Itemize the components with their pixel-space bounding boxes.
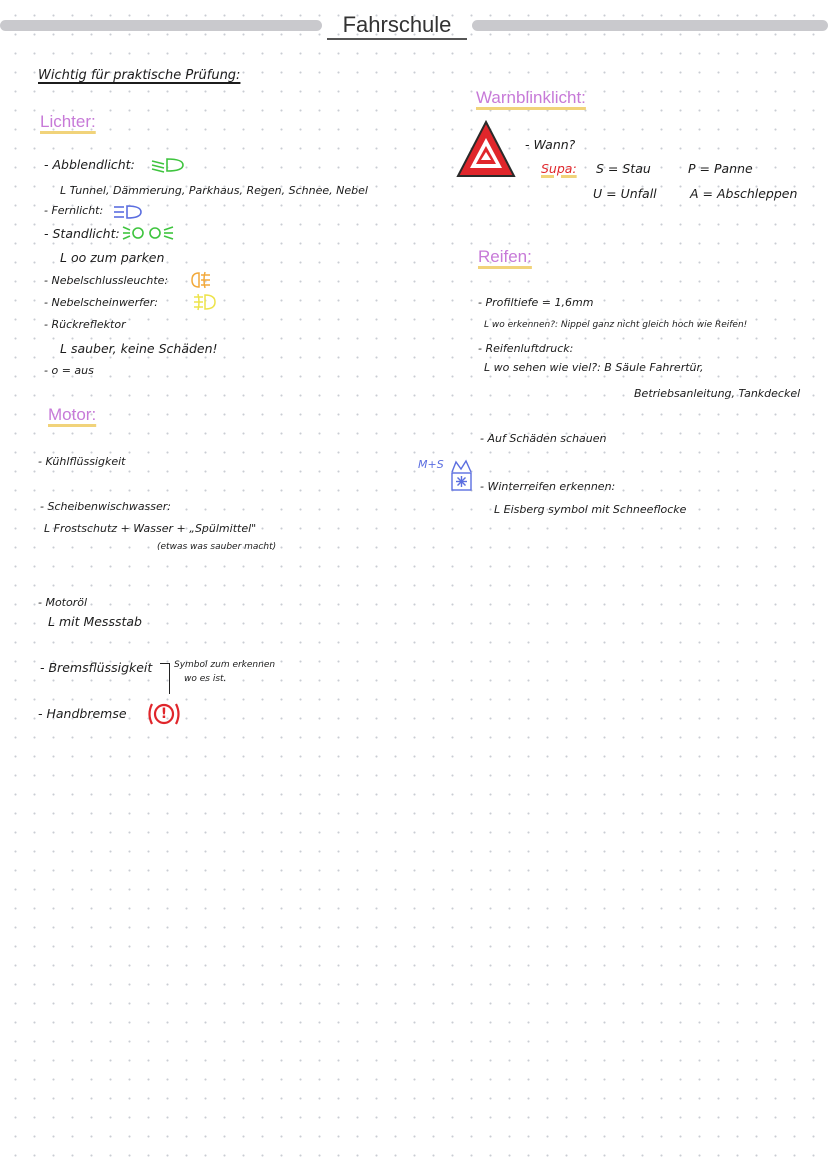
standlicht-icon	[121, 223, 183, 243]
schaeden: - Auf Schäden schauen	[480, 432, 607, 445]
profiltiefe-sub: L wo erkennen?: Nippel ganz nicht gleich hoch wie Reifen!	[484, 320, 748, 330]
handbremse: - Handbremse	[38, 706, 127, 721]
abblendlicht: - Abblendlicht:	[44, 157, 135, 172]
lichter-heading: Lichter:	[40, 112, 96, 131]
winter-tire-icon	[449, 458, 475, 492]
warn-stau: S = Stau	[596, 161, 651, 176]
bremsfluessigkeit: - Bremsflüssigkeit	[40, 660, 153, 675]
nebelschlussleuchte: - Nebelschlussleuchte:	[44, 274, 169, 287]
nebelschlussleuchte-icon	[190, 270, 212, 290]
fernlicht: - Fernlicht:	[44, 204, 104, 217]
warn-abschleppen: A = Abschleppen	[690, 186, 798, 201]
winterreifen: - Winterreifen erkennen:	[480, 480, 616, 493]
page-title: Fahrschule	[327, 12, 467, 40]
brems-note-1: Symbol zum erkennen	[174, 660, 276, 670]
warn-supa: Supa:	[541, 161, 577, 176]
warn-panne: P = Panne	[688, 161, 753, 176]
standlicht-sub: L oo zum parken	[60, 250, 165, 265]
scheibenwischwasser: - Scheibenwischwasser:	[40, 500, 172, 513]
motor-heading: Motor:	[48, 405, 97, 424]
motoroel: - Motoröl	[38, 596, 88, 609]
rueckreflektor-sub: L sauber, keine Schäden!	[60, 341, 218, 356]
rueckreflektor: - Rückreflektor	[44, 318, 126, 331]
handbremse-icon-mark: !	[160, 706, 168, 722]
fernlicht-icon	[112, 203, 146, 221]
title-bar-right	[472, 20, 828, 31]
warning-triangle-icon	[454, 118, 518, 180]
brems-note-2: wo es ist.	[184, 674, 227, 684]
warnblinklicht-heading: Warnblinklicht:	[476, 88, 586, 107]
scheibenwischwasser-sub: L Frostschutz + Wasser + „Spülmittel"	[44, 522, 257, 535]
winterreifen-sub: L Eisberg symbol mit Schneeflocke	[494, 503, 687, 516]
aus-note: - o = aus	[44, 364, 94, 377]
brems-bracket	[160, 663, 170, 694]
warn-wann: - Wann?	[525, 137, 576, 152]
scheibenwischwasser-note: (etwas was sauber macht)	[157, 542, 277, 552]
reifenluftdruck: - Reifenluftdruck:	[478, 342, 574, 355]
warn-unfall: U = Unfall	[593, 186, 657, 201]
reifenluftdruck-sub: L wo sehen wie viel?: B Säule Fahrertür,	[484, 361, 704, 374]
subtitle: Wichtig für praktische Prüfung:	[38, 68, 241, 83]
nebelscheinwerfer-icon	[193, 292, 217, 312]
nebelscheinwerfer: - Nebelscheinwerfer:	[44, 296, 158, 309]
standlicht: - Standlicht:	[44, 226, 120, 241]
kuehlfluessigkeit: - Kühlflüssigkeit	[38, 455, 126, 468]
abblendlicht-sub: L Tunnel, Dämmerung, Parkhaus, Regen, Schnee, Nebel	[60, 184, 368, 197]
profiltiefe: - Profiltiefe = 1,6mm	[478, 296, 594, 309]
abblendlicht-icon	[150, 156, 190, 174]
reifenluftdruck-sub-2: Betriebsanleitung, Tankdeckel	[634, 387, 801, 400]
reifen-heading: Reifen:	[478, 247, 532, 266]
motoroel-sub: L mit Messstab	[48, 614, 142, 629]
title-bar-left	[0, 20, 322, 31]
ms-label: M+S	[418, 458, 444, 471]
handbremse-icon	[146, 699, 182, 729]
